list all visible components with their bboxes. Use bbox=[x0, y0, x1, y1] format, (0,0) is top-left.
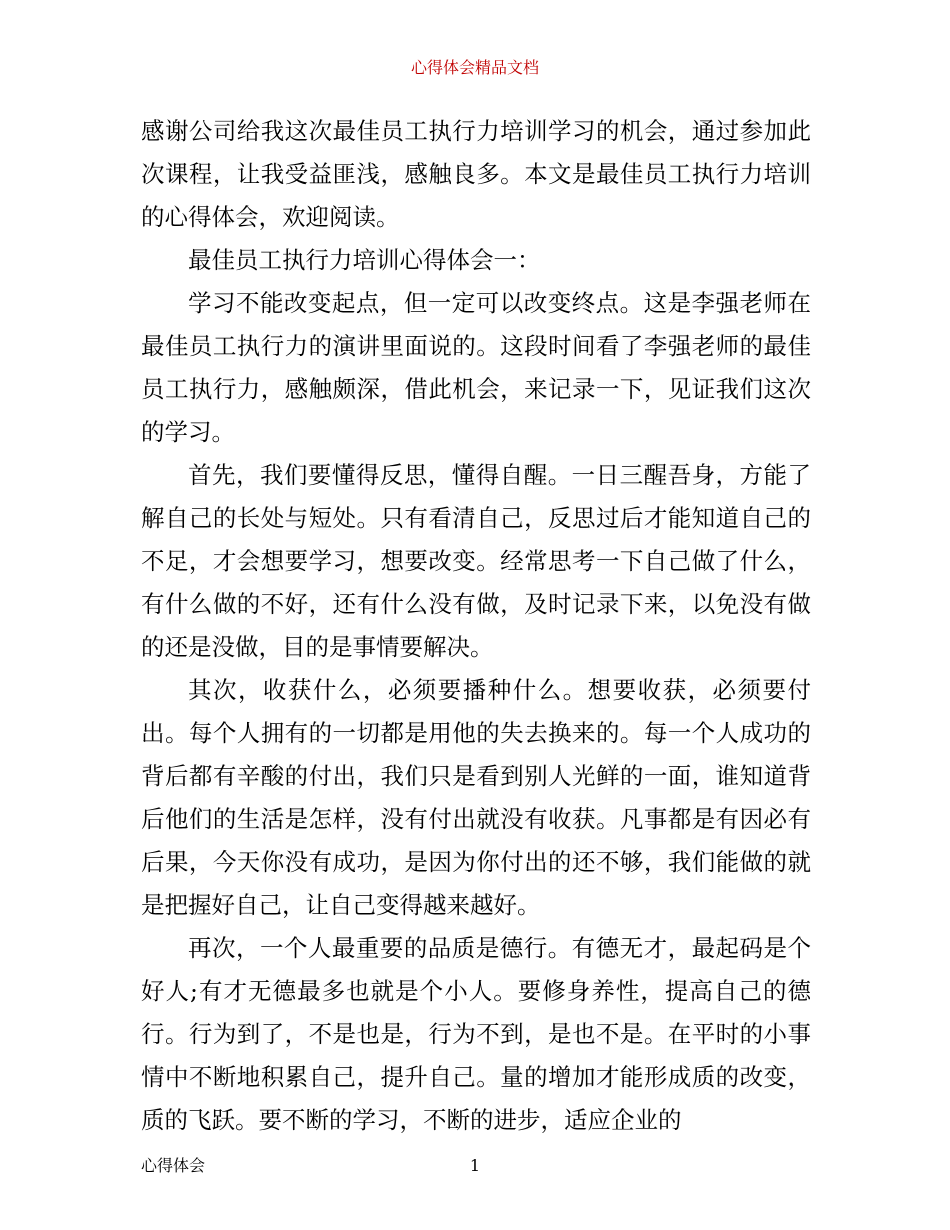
page-number: 1 bbox=[469, 1156, 481, 1175]
document-body bbox=[141, 110, 811, 1142]
footer-label: 心得体会 bbox=[141, 1156, 206, 1175]
page-header-title: 心得体会精品文档 bbox=[410, 58, 539, 77]
section-heading: 最佳员工执行力培训心得体会一： bbox=[188, 246, 541, 274]
paragraph: 首先，我们要懂得反思，懂得自醒。一日三醒吾身，方能了解自己的长处与短处。只有看清自己，反思过后才能知道自己的不足，才会想要学习，想要改变。经常思考一下自己做了什么，有什么做的不好，还有什么没有做，及时记录下来，以免没有做的还是没做，目的是事情要解决。 bbox=[141, 461, 811, 661]
paragraph-intro: 感谢公司给我这次最佳员工执行力培训学习的机会，通过参加此次课程，让我受益匪浅，感触良多。本文是最佳员工执行力培训的心得体会，欢迎阅读。 bbox=[141, 117, 811, 231]
paragraph: 学习不能改变起点，但一定可以改变终点。这是李强老师在最佳员工执行力的演讲里面说的。这段时间看了李强老师的最佳员工执行力，感触颇深，借此机会，来记录一下，见证我们这次的学习。 bbox=[141, 289, 811, 446]
paragraph: 再次，一个人最重要的品质是德行。有德无才，最起码是个好人;有才无德最多也就是个小人。要修身养性，提高自己的德行。行为到了，不是也是，行为不到，是也不是。在平时的小事情中不断地积累自己，提升自己。量的增加才能形成质的改变，质的飞跃。要不断的学习，不断的进步，适应企业的 bbox=[141, 934, 811, 1134]
paragraph: 其次，收获什么，必须要播种什么。想要收获，必须要付出。每个人拥有的一切都是用他的失去换来的。每一个人成功的背后都有辛酸的付出，我们只是看到别人光鲜的一面，谁知道背后他们的生活是怎样，没有付出就没有收获。凡事都是有因必有后果，今天你没有成功，是因为你付出的还不够，我们能做的就是把握好自己，让自己变得越来越好。 bbox=[141, 676, 811, 919]
